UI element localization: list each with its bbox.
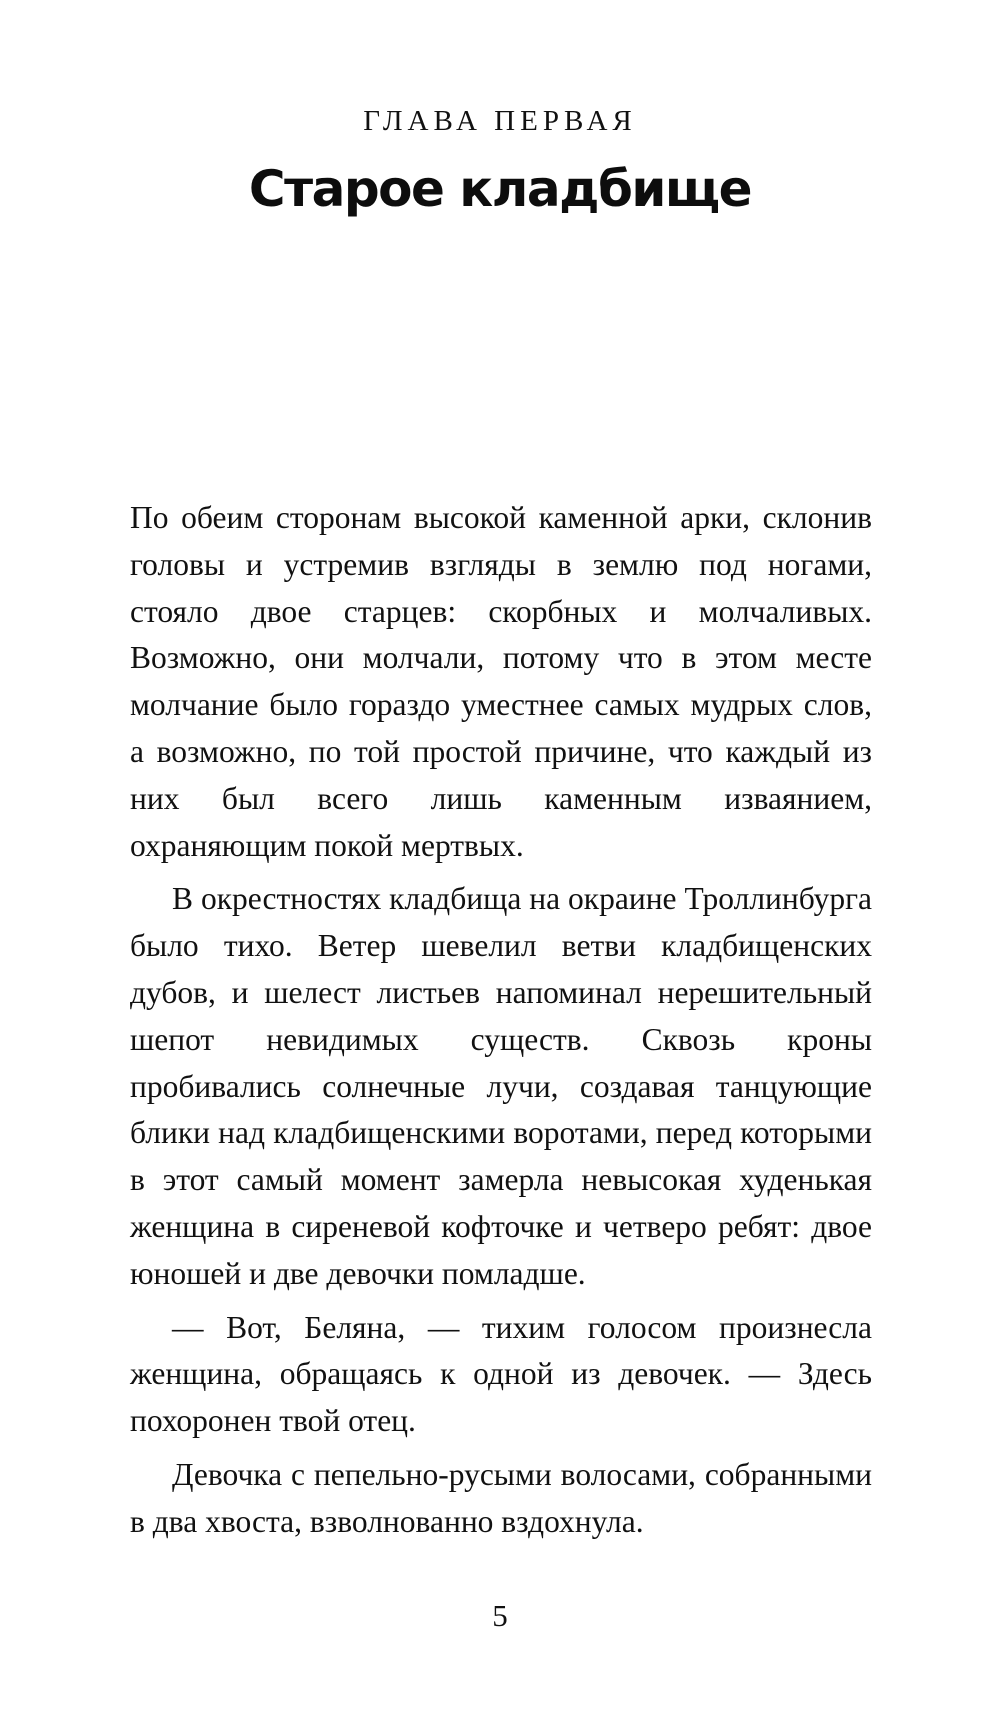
paragraph-4: Девочка с пепельно-русыми волосами, собранными в два хвоста, взволнованно вздохнула. (130, 1456, 872, 1539)
body-text (130, 495, 872, 1546)
chapter-title: Старое кладбище (248, 160, 752, 218)
paragraph-1: По обеим сторонам высокой каменной арки, склонив головы и устремив взгляды в землю под ногами, стояло двое старцев: скорбных и молчаливых. Возможно, они молчали, потому что в этом месте молчание было гораздо уместнее самых мудрых слов, а возможно, по той простой причине, что каждый из них был всего лишь каменным изваянием, охраняющим покой мертвых. (130, 500, 872, 863)
paragraph-3: — Вот, Беляна, — тихим голосом произнесла женщина, обращаясь к одной из девочек. — Здесь похоронен твой отец. (130, 1309, 872, 1439)
page-number: 5 (492, 1598, 508, 1633)
chapter-label: ГЛАВА ПЕРВАЯ (363, 105, 637, 137)
paragraph-2: В окрестностях кладбища на окраине Троллинбурга было тихо. Ветер шевелил ветви кладбищенских дубов, и шелест листьев напоминал нерешительный шепот невидимых существ. Сквозь кроны пробивались солнечные лучи, создавая танцующие блики над кладбищенскими воротами, перед которыми в этот самый момент замерла невысокая худенькая женщина в сиреневой кофточке и четверо ребят: двое юношей и две девочки помладше. (130, 881, 872, 1291)
